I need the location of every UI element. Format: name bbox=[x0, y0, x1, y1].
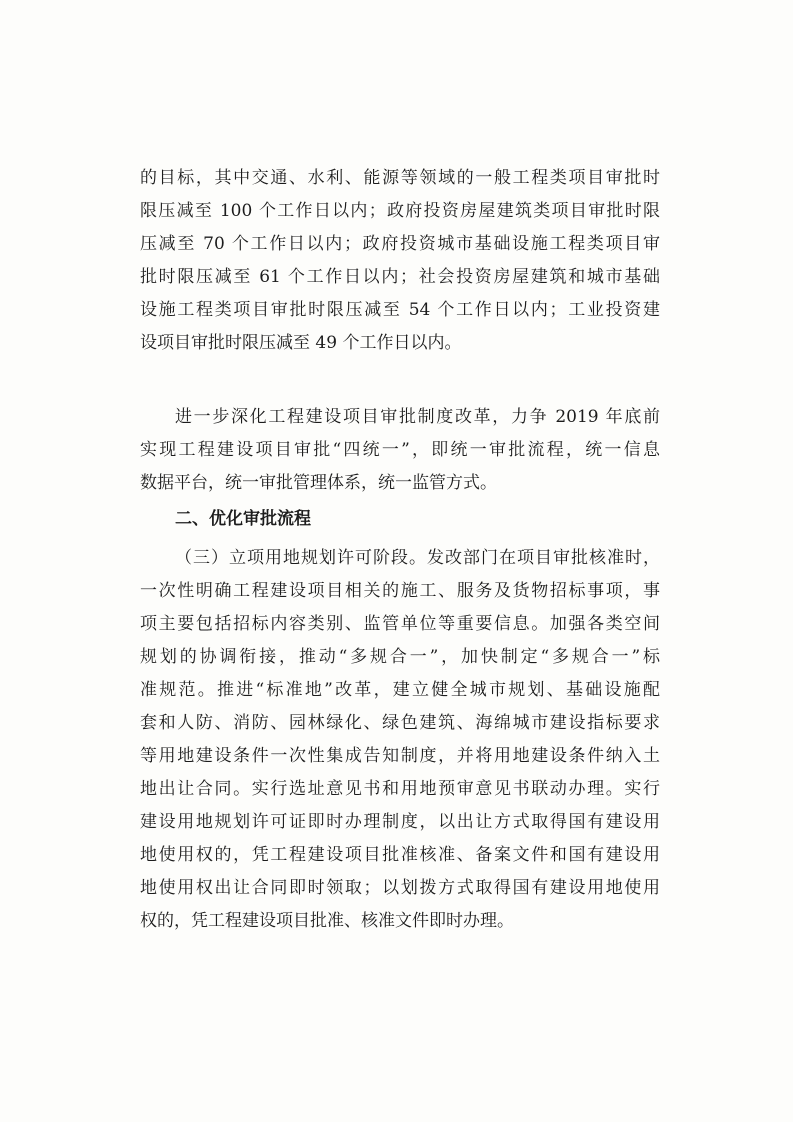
text-line: 套和人防、消防、园林绿化、绿色建筑、海绵城市建设指标要求 bbox=[140, 713, 660, 733]
text-line: 的目标，其中交通、水利、能源等领域的一般工程类项目审批时 bbox=[140, 168, 660, 188]
text-line: 地出让合同。实行选址意见书和用地预审意见书联动办理。实行 bbox=[140, 779, 660, 799]
paragraph-four-unifications bbox=[140, 401, 660, 500]
section-heading: 二、优化审批流程 bbox=[175, 509, 311, 529]
text-line: 实现工程建设项目审批“四统一”，即统一审批流程，统一信息 bbox=[140, 440, 660, 460]
text-line: 一次性明确工程建设项目相关的施工、服务及货物招标事项，事 bbox=[140, 581, 660, 601]
text-line: 进一步深化工程建设项目审批制度改革，力争 2019 年底前 bbox=[175, 407, 660, 427]
text-line: 数据平台，统一审批管理体系，统一监管方式。 bbox=[140, 473, 497, 493]
text-line: （三）立项用地规划许可阶段。发改部门在项目审批核准时， bbox=[175, 548, 660, 568]
text-line: 等用地建设条件一次性集成告知制度，并将用地建设条件纳入土 bbox=[140, 746, 660, 766]
text-line: 地使用权的，凭工程建设项目批准核准、备案文件和国有建设用 bbox=[140, 845, 660, 865]
text-line: 项主要包括招标内容类别、监管单位等重要信息。加强各类空间 bbox=[140, 614, 660, 634]
text-line: 压减至 70 个工作日以内；政府投资城市基础设施工程类项目审 bbox=[140, 234, 660, 254]
text-line: 准规范。推进“标准地”改革，建立健全城市规划、基础设施配 bbox=[140, 680, 660, 700]
text-line: 设施工程类项目审批时限压减至 54 个工作日以内；工业投资建 bbox=[140, 300, 660, 320]
text-line: 权的，凭工程建设项目批准、核准文件即时办理。 bbox=[140, 911, 514, 931]
text-line: 建设用地规划许可证即时办理制度，以出让方式取得国有建设用 bbox=[140, 812, 660, 832]
text-line: 规划的协调衔接，推动“多规合一”，加快制定“多规合一”标 bbox=[140, 647, 660, 667]
paragraph-time-limits bbox=[140, 162, 660, 360]
text-line: 限压减至 100 个工作日以内；政府投资房屋建筑类项目审批时限 bbox=[140, 201, 660, 221]
text-line: 设项目审批时限压减至 49 个工作日以内。 bbox=[140, 333, 462, 353]
paragraph-planning-stage bbox=[140, 542, 660, 938]
text-line: 批时限压减至 61 个工作日以内；社会投资房屋建筑和城市基础 bbox=[140, 267, 660, 287]
text-line: 地使用权出让合同即时领取；以划拨方式取得国有建设用地使用 bbox=[140, 878, 660, 898]
